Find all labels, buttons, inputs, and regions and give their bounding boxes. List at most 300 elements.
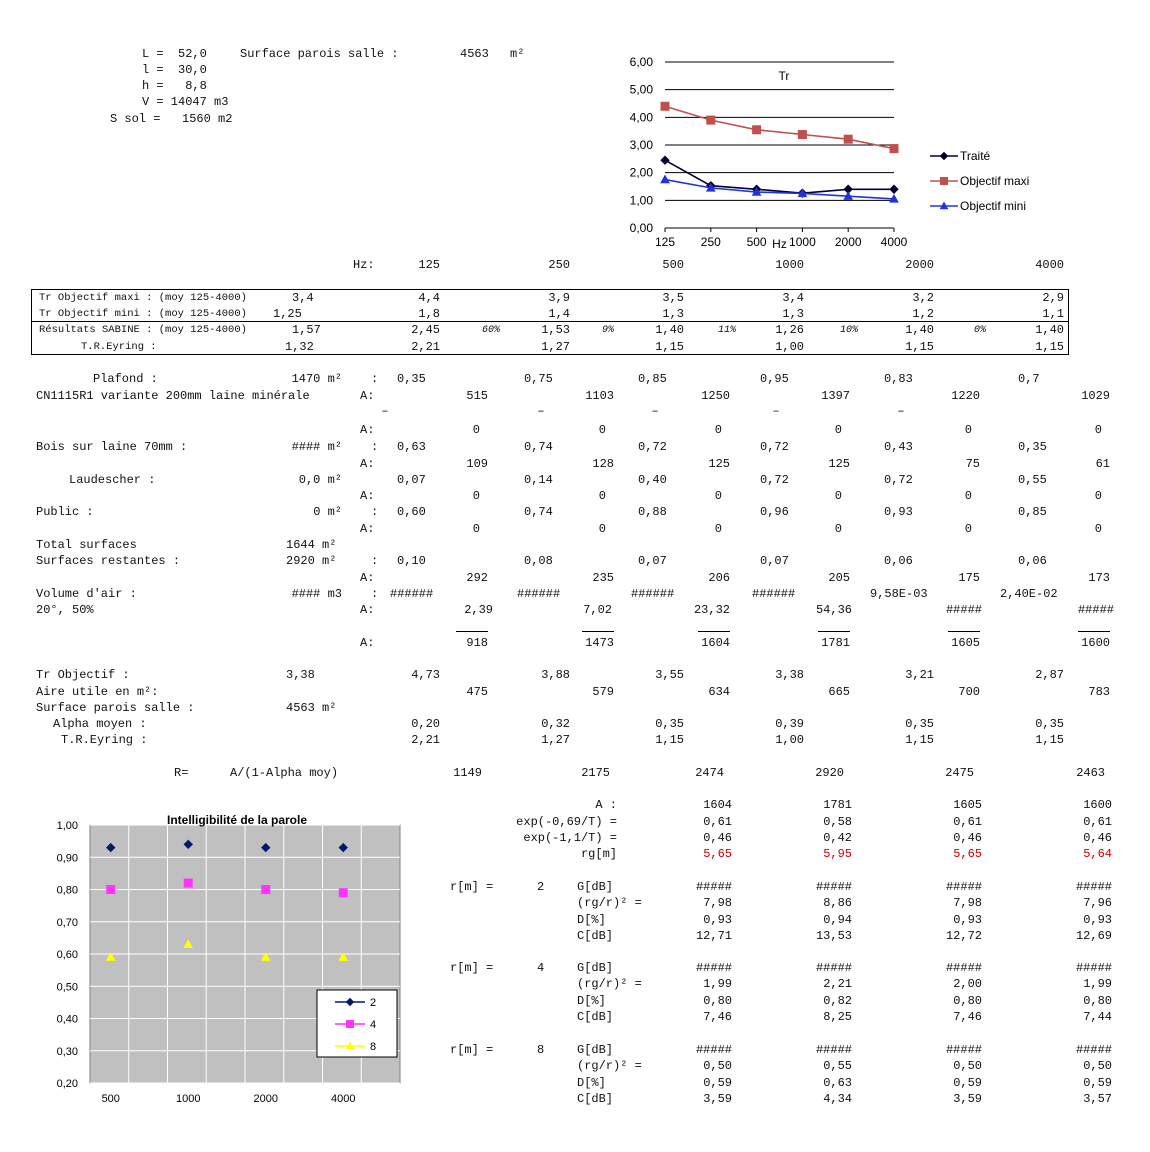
- a-value-plafond: 1397: [821, 389, 850, 403]
- exp2-value: 0,46: [1083, 831, 1112, 845]
- alpha-public: 0,60: [397, 505, 426, 519]
- intel-row-value: 7,46: [703, 1009, 732, 1024]
- alpha-plafond: 0,75: [524, 372, 553, 386]
- alpha-public: 0,88: [638, 505, 667, 519]
- a-value-restantes: 205: [828, 571, 850, 585]
- intel-row-value: 12,69: [1075, 928, 1112, 943]
- tr-chart: [620, 50, 1060, 255]
- alpha-laudescher: 0,55: [1018, 473, 1047, 487]
- aire-utile-value: 665: [828, 685, 850, 699]
- dim-V: V = 14047 m3: [142, 95, 229, 109]
- dash-plafond: –: [651, 404, 659, 418]
- a-value-restantes: 235: [592, 571, 614, 585]
- alpha-bois: 0,43: [884, 440, 913, 454]
- alpha-restantes: 0,07: [638, 554, 667, 568]
- y-tick-label: 0,80: [56, 884, 78, 897]
- series-point-Objectif maxi: [798, 130, 806, 138]
- alpha-restantes: 0,10: [397, 554, 426, 568]
- intel-row-value: 0,59: [953, 1075, 982, 1090]
- air-coef: 9,58E-03: [870, 587, 928, 601]
- a-total: 1600: [1081, 636, 1110, 650]
- r-value: 2475: [945, 766, 974, 780]
- rg-value: 5,65: [953, 847, 982, 861]
- a-value-plafond-2: 0: [964, 423, 972, 437]
- series-point-Objectif maxi: [890, 145, 898, 153]
- aire-utile-value: 783: [1088, 685, 1110, 699]
- intel-row-value: 0,50: [1083, 1059, 1112, 1074]
- exp2-value: 0,46: [703, 831, 732, 845]
- alpha-laudescher: 0,07: [397, 473, 426, 487]
- alpha-public: 0,74: [524, 505, 553, 519]
- air-coef: ######: [517, 587, 561, 601]
- intel-row-value: #####: [815, 880, 852, 894]
- summary-avg: 1,32: [285, 340, 314, 354]
- intel-row-value: 0,93: [953, 912, 982, 927]
- intel-row-value: 7,98: [703, 896, 732, 911]
- volume-air-label: Volume d'air :: [36, 587, 137, 601]
- series-point-Traité: [661, 156, 669, 164]
- dim-S-sol: S sol = 1560 m2: [110, 112, 233, 126]
- intel-row-value: 8,86: [823, 896, 852, 911]
- intel-row-value: 7,96: [1083, 896, 1112, 911]
- series-point-Objectif maxi: [707, 116, 715, 124]
- intel-row-value: 7,98: [953, 896, 982, 911]
- intel-row-value: #####: [945, 1043, 982, 1057]
- tr-objectif-label: Tr Objectif :: [36, 668, 130, 682]
- y-tick-label: 0,30: [56, 1045, 78, 1058]
- summary-value: 1,3: [782, 307, 804, 321]
- summary-avg: 1,25: [273, 307, 302, 321]
- surface-parois-value: 4563 m²: [286, 701, 337, 715]
- freq-header-2000: 2000: [905, 258, 934, 272]
- x-axis-label: Hz: [772, 237, 787, 251]
- r-value: 2175: [581, 766, 610, 780]
- aire-utile-value: 634: [708, 685, 730, 699]
- a-value-plafond-2: 0: [714, 423, 722, 437]
- exp2-value: 0,46: [953, 831, 982, 845]
- tr-objectif-value: 4,73: [411, 668, 440, 682]
- tr-eyring-value: 1,27: [541, 733, 570, 747]
- a-value-public: 0: [714, 522, 722, 536]
- intel-row-value: #####: [1075, 1043, 1112, 1057]
- a-value-air: #####: [1077, 603, 1114, 617]
- material-label-bois: Bois sur laine 70mm :: [36, 440, 188, 454]
- summary-value: 1,40: [1035, 323, 1064, 337]
- summary-label: T.R.Eyring :: [81, 341, 157, 353]
- sum-line: [818, 631, 850, 632]
- a-value-air: #####: [945, 603, 982, 617]
- aire-utile-label: Aire utile en m²:: [36, 685, 159, 699]
- a-value-bois: 125: [828, 457, 850, 471]
- tr-eyring-label: T.R.Eyring :: [61, 733, 148, 747]
- alpha-plafond: 0,83: [884, 372, 913, 386]
- summary-value: 1,40: [655, 323, 684, 337]
- legend-marker-Objectif maxi: [941, 178, 948, 185]
- intel-row-value: 1,99: [1083, 977, 1112, 992]
- series-line-Traité: [665, 160, 894, 193]
- a-value-bois: 61: [1095, 457, 1110, 471]
- a-label: A:: [360, 423, 375, 437]
- intel-row-value: 2,21: [823, 977, 852, 992]
- material-label-laudescher: Laudescher :: [69, 473, 156, 487]
- surface-parois-label: Surface parois salle :: [36, 701, 195, 715]
- y-tick-label: 0,20: [56, 1078, 78, 1090]
- y-tick-label: 4,00: [629, 110, 653, 125]
- intel-A-value: 1600: [1083, 798, 1112, 812]
- tr-eyring-value: 1,00: [775, 733, 804, 747]
- a-value-bois: 109: [466, 457, 488, 471]
- summary-pct: 9%: [601, 325, 614, 336]
- intel-A-value: 1605: [953, 798, 982, 812]
- a-value-laudescher: 0: [472, 489, 480, 503]
- freq-header-125: 125: [418, 258, 440, 272]
- x-tick-label: 2000: [834, 235, 862, 249]
- intel-row-label: C[dB]: [577, 1091, 614, 1106]
- intel-row-value: #####: [1075, 961, 1112, 975]
- r-value: 1149: [453, 766, 482, 780]
- intel-row-value: 0,59: [1083, 1075, 1112, 1090]
- y-tick-label: 0,40: [56, 1013, 78, 1026]
- x-tick-label: 125: [654, 235, 676, 249]
- alpha-plafond: 0,35: [397, 372, 426, 386]
- x-tick-label: 2000: [253, 1093, 278, 1105]
- intel-row-value: #####: [815, 1043, 852, 1057]
- colon-sep: :: [371, 372, 379, 386]
- tr-objectif-value: 2,87: [1035, 668, 1064, 682]
- alpha-bois: 0,74: [524, 440, 553, 454]
- intel-row-label: D[%]: [577, 912, 606, 927]
- colon-sep: :: [371, 554, 379, 568]
- sum-line: [948, 631, 980, 632]
- intel-row-value: 12,72: [945, 928, 982, 943]
- exp1-value: 0,61: [953, 815, 982, 829]
- intel-row-value: 0,63: [823, 1075, 852, 1090]
- series-point-Objectif mini: [661, 176, 669, 183]
- sum-line: [456, 631, 488, 632]
- exp2-value: 0,42: [823, 831, 852, 845]
- material-area-plafond: 1470 m²: [291, 372, 342, 386]
- alpha-public: 0,85: [1018, 505, 1047, 519]
- y-tick-label: 1,00: [629, 193, 653, 208]
- alpha-moyen-value: 0,35: [655, 717, 684, 731]
- sum-line: [582, 631, 614, 632]
- material-label-plafond: Plafond :: [93, 372, 158, 386]
- legend-label-Objectif maxi: Objectif maxi: [960, 174, 1030, 188]
- tr-objectif-value: 3,21: [905, 668, 934, 682]
- r-value: 2920: [815, 766, 844, 780]
- alpha-moyen-value: 0,35: [905, 717, 934, 731]
- intel-row-label: (rg/r)² =: [577, 896, 642, 911]
- intel-row-value: 0,93: [703, 912, 732, 927]
- legend-label-2: 2: [370, 997, 377, 1009]
- summary-label: Résultats SABINE : (moy 125-4000): [39, 324, 247, 336]
- summary-label: Tr Objectif maxi : (moy 125-4000): [39, 292, 247, 304]
- intel-row-value: 0,80: [1083, 993, 1112, 1008]
- rg-value: 5,95: [823, 847, 852, 861]
- series-point-4: [184, 879, 192, 887]
- alpha-public: 0,96: [760, 505, 789, 519]
- tr-eyring-value: 2,21: [411, 733, 440, 747]
- x-tick-label: 250: [700, 235, 721, 249]
- alpha-laudescher: 0,72: [760, 473, 789, 487]
- total-surfaces-label: Total surfaces: [36, 538, 137, 552]
- summary-value: 1,00: [775, 340, 804, 354]
- intel-row-label: (rg/r)² =: [577, 977, 642, 992]
- intel-row-value: 7,44: [1083, 1009, 1112, 1024]
- intel-row-value: 12,71: [695, 928, 732, 943]
- summary-value: 3,5: [662, 291, 684, 305]
- a-value-air: 23,32: [693, 603, 730, 617]
- surface-value: 4563: [460, 47, 489, 61]
- summary-pct: 11%: [717, 325, 736, 336]
- r-value: 2474: [695, 766, 724, 780]
- a-value-plafond: 515: [466, 389, 488, 403]
- r-value: 2463: [1076, 766, 1105, 780]
- summary-value: 1,15: [905, 340, 934, 354]
- colon-sep: :: [371, 587, 379, 601]
- summary-avg: 3,4: [292, 291, 314, 305]
- r-formula: A/(1-Alpha moy): [230, 766, 339, 780]
- alpha-plafond: 0,85: [638, 372, 667, 386]
- a-value-plafond: 1103: [585, 389, 614, 403]
- summary-divider: [31, 321, 1069, 322]
- aire-utile-value: 475: [466, 685, 488, 699]
- alpha-restantes: 0,07: [760, 554, 789, 568]
- air-coef: ######: [752, 587, 796, 601]
- alpha-bois: 0,63: [397, 440, 426, 454]
- summary-value: 2,45: [411, 323, 440, 337]
- intel-row-value: #####: [945, 880, 982, 894]
- summary-value: 3,2: [912, 291, 934, 305]
- tr-eyring-value: 1,15: [1035, 733, 1064, 747]
- summary-pct: 0%: [973, 325, 986, 336]
- dash-plafond: –: [772, 404, 780, 418]
- surfaces-restantes-value: 2920 m²: [286, 554, 337, 568]
- series-point-4: [262, 886, 270, 894]
- colon-sep: :: [371, 440, 379, 454]
- air-coef: ######: [631, 587, 675, 601]
- alpha-bois: 0,35: [1018, 440, 1047, 454]
- a-value-bois: 128: [592, 457, 614, 471]
- summary-value: 3,9: [548, 291, 570, 305]
- chart-title: Tr: [778, 69, 790, 83]
- x-tick-label: 1000: [176, 1093, 201, 1105]
- a-value-laudescher: 0: [834, 489, 842, 503]
- x-tick-label: 4000: [880, 235, 908, 249]
- rg-label: rg[m]: [580, 847, 617, 861]
- a-value-public: 0: [598, 522, 606, 536]
- a-total: 1473: [585, 636, 614, 650]
- intel-row-value: 0,80: [953, 993, 982, 1008]
- alpha-bois: 0,72: [760, 440, 789, 454]
- a-value-restantes: 173: [1088, 571, 1110, 585]
- legend-label-4: 4: [370, 1019, 377, 1031]
- intel-row-value: 0,59: [703, 1075, 732, 1090]
- intel-row-value: 0,80: [703, 993, 732, 1008]
- intel-row-label: G[dB]: [577, 880, 614, 894]
- material-label-public: Public :: [36, 505, 94, 519]
- intel-row-value: 13,53: [815, 928, 852, 943]
- intel-row-value: 8,25: [823, 1009, 852, 1024]
- a-total: 918: [466, 636, 488, 650]
- summary-value: 1,8: [418, 307, 440, 321]
- a-value-public: 0: [1094, 522, 1102, 536]
- a-value-plafond-2: 0: [598, 423, 606, 437]
- summary-value: 1,53: [541, 323, 570, 337]
- intel-row-value: 4,34: [823, 1091, 852, 1106]
- intel-row-label: D[%]: [577, 1075, 606, 1090]
- alpha-moyen-value: 0,39: [775, 717, 804, 731]
- y-tick-label: 0,00: [629, 221, 653, 235]
- volume-air-value: #### m3: [291, 587, 342, 601]
- material-area-public: 0 m²: [313, 505, 342, 519]
- dash-plafond: –: [897, 404, 905, 418]
- legend-marker-4: [347, 1021, 354, 1028]
- air-coef: ######: [390, 587, 434, 601]
- intel-row-value: 0,93: [1083, 912, 1112, 927]
- a-value-bois: 125: [708, 457, 730, 471]
- aire-utile-value: 700: [958, 685, 980, 699]
- air-conditions: 20°, 50%: [36, 603, 94, 617]
- intel-row-value: 0,50: [703, 1059, 732, 1074]
- summary-pct: 10%: [839, 325, 858, 336]
- legend-label-Traité: Traité: [960, 149, 991, 163]
- y-tick-label: 0,90: [56, 852, 78, 865]
- summary-value: 4,4: [418, 291, 440, 305]
- intel-row-value: 0,55: [823, 1059, 852, 1074]
- intel-row-label: C[dB]: [577, 928, 614, 943]
- y-tick-label: 3,00: [629, 138, 653, 152]
- a-value-laudescher: 0: [1094, 489, 1102, 503]
- tr-objectif-value: 3,55: [655, 668, 684, 682]
- a-value-plafond-2: 0: [472, 423, 480, 437]
- a-label: A:: [360, 389, 375, 403]
- air-coef: 2,40E-02: [1000, 587, 1058, 601]
- freq-header-500: 500: [662, 258, 684, 272]
- exp1-value: 0,58: [823, 815, 852, 829]
- y-tick-label: 0,70: [56, 916, 78, 929]
- sum-line: [698, 631, 730, 632]
- exp1-value: 0,61: [703, 815, 732, 829]
- colon-sep: :: [371, 505, 379, 519]
- alpha-moyen-value: 0,35: [1035, 717, 1064, 731]
- intel-row-value: 0,50: [953, 1059, 982, 1074]
- a-label: A:: [360, 522, 375, 536]
- legend-marker-Traité: [941, 153, 948, 160]
- a-value-air: 2,39: [464, 603, 493, 617]
- intel-row-value: #####: [695, 880, 732, 894]
- rg-value: 5,64: [1083, 847, 1112, 861]
- a-value-public: 0: [834, 522, 842, 536]
- series-point-4: [107, 886, 115, 894]
- surface-unit: m²: [510, 47, 525, 61]
- intel-row-label: G[dB]: [577, 1043, 614, 1057]
- dim-l: l = 30,0: [142, 63, 207, 77]
- intel-row-value: #####: [1075, 880, 1112, 894]
- a-label: A:: [360, 457, 375, 471]
- r-m-label: r[m] =: [450, 1043, 494, 1057]
- a-value-plafond: 1220: [951, 389, 980, 403]
- intel-row-value: #####: [945, 961, 982, 975]
- alpha-bois: 0,72: [638, 440, 667, 454]
- a-label: A:: [360, 489, 375, 503]
- a-value-laudescher: 0: [964, 489, 972, 503]
- a-value-public: 0: [472, 522, 480, 536]
- summary-value: 1,3: [662, 307, 684, 321]
- exp1-value: 0,61: [1083, 815, 1112, 829]
- sum-line: [1078, 631, 1110, 632]
- intel-A-value: 1604: [703, 798, 732, 812]
- y-tick-label: 1,00: [56, 820, 78, 832]
- summary-value: 2,21: [411, 340, 440, 354]
- intel-row-value: 3,59: [953, 1091, 982, 1106]
- aire-utile-value: 579: [592, 685, 614, 699]
- chart-title: Intelligibilité de la parole: [166, 813, 308, 827]
- series-point-4: [339, 889, 347, 897]
- alpha-plafond: 0,7: [1018, 372, 1040, 386]
- series-line-Objectif maxi: [665, 106, 894, 148]
- a-label: A:: [360, 636, 375, 650]
- a-value-plafond: 1029: [1081, 389, 1110, 403]
- alpha-moyen-value: 0,20: [411, 717, 440, 731]
- a-value-plafond: 1250: [701, 389, 730, 403]
- r-m-value: 2: [537, 880, 545, 894]
- intelligibility-chart: [40, 805, 420, 1110]
- summary-pct: 60%: [481, 325, 500, 336]
- surfaces-restantes-label: Surfaces restantes :: [36, 554, 181, 568]
- total-surfaces-value: 1644 m²: [286, 538, 337, 552]
- x-tick-label: 500: [746, 235, 767, 249]
- intel-row-value: #####: [815, 961, 852, 975]
- legend-label-Objectif mini: Objectif mini: [960, 199, 1027, 213]
- summary-value: 3,4: [782, 291, 804, 305]
- a-value-restantes: 206: [708, 571, 730, 585]
- y-tick-label: 6,00: [629, 55, 653, 69]
- r-label: R=: [174, 766, 189, 780]
- r-m-value: 8: [537, 1043, 545, 1057]
- r-m-label: r[m] =: [450, 880, 494, 894]
- intel-A-label: A :: [595, 798, 617, 812]
- intel-row-value: #####: [695, 1043, 732, 1057]
- freq-header-250: 250: [548, 258, 570, 272]
- alpha-restantes: 0,06: [1018, 554, 1047, 568]
- summary-label: Tr Objectif mini : (moy 125-4000): [39, 308, 247, 320]
- summary-value: 1,15: [1035, 340, 1064, 354]
- a-value-public: 0: [964, 522, 972, 536]
- tr-objectif-value: 3,88: [541, 668, 570, 682]
- a-value-plafond-2: 0: [1094, 423, 1102, 437]
- dim-h: h = 8,8: [142, 79, 207, 93]
- legend-label-8: 8: [370, 1041, 377, 1053]
- y-tick-label: 0,50: [56, 981, 78, 994]
- summary-value: 1,27: [541, 340, 570, 354]
- intel-row-value: 1,99: [703, 977, 732, 992]
- intel-row-value: 3,59: [703, 1091, 732, 1106]
- exp1-label: exp(-0,69/T) =: [516, 815, 617, 829]
- intel-row-label: G[dB]: [577, 961, 614, 975]
- intel-A-value: 1781: [823, 798, 852, 812]
- x-tick-label: 1000: [789, 235, 816, 249]
- alpha-moyen-label: Alpha moyen :: [53, 717, 147, 731]
- a-value-air: 7,02: [583, 603, 612, 617]
- tr-eyring-value: 1,15: [905, 733, 934, 747]
- surface-label: Surface parois salle :: [240, 47, 399, 61]
- summary-value: 1,40: [905, 323, 934, 337]
- a-value-air: 54,36: [815, 603, 852, 617]
- a-total: 1604: [701, 636, 730, 650]
- summary-value: 2,9: [1042, 291, 1064, 305]
- y-tick-label: 0,60: [56, 949, 78, 961]
